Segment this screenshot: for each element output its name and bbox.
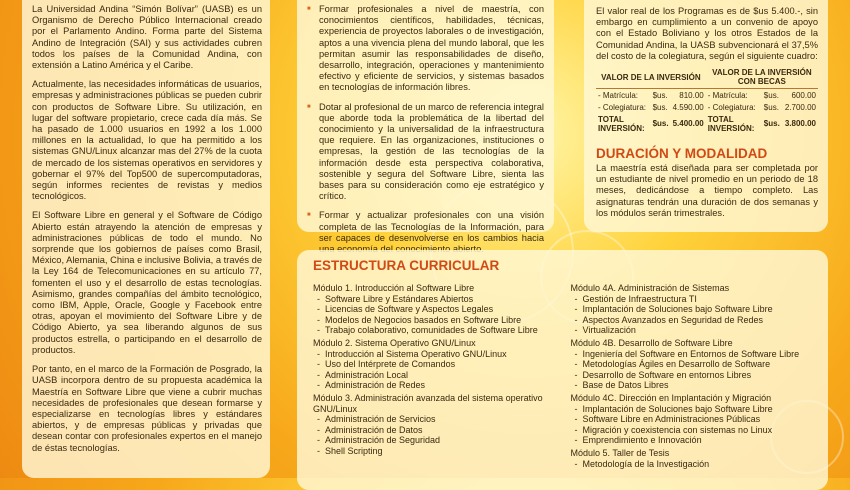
- module-title: Módulo 2. Sistema Operativo GNU/Linux: [313, 337, 476, 348]
- module-subject: - Implantación de Soluciones bajo Software Libre: [571, 304, 815, 315]
- duration-text: La maestría está diseñada para ser completada por un estudiante de nivel promedio en un periodo de 18 meses, dedicándose a tiempo completo. Las asignaturas tendrán una duración de dos semanas y los módulos serán trimestrales.: [596, 163, 818, 218]
- currency: $us.: [763, 119, 780, 129]
- module-subject: - Aspectos Avanzados en Seguridad de Redes: [571, 315, 815, 326]
- currency: $us.: [652, 90, 668, 100]
- amount: 3.800.00: [784, 119, 816, 129]
- currency: $us.: [652, 102, 668, 112]
- objectives-panel: [297, 0, 554, 243]
- intro-paragraph: Por tanto, en el marco de la Formación de Posgrado, la UASB incorpora dentro de su propuesta académica la Maestría en Software Libre que viene a cubrir muchas necesidades de profesionales que desean formarse y especializarse en tecnologías libres y estándares abiertos, y de empresas públicas y privadas que desean contar con profesionales expertos en el manejo de éstas tecnologías.: [32, 364, 262, 453]
- module-subject: - Introducción al Sistema Operativo GNU/Linux: [313, 349, 557, 360]
- module-subject: - Metodología de la Investigación: [571, 459, 815, 470]
- module-title: Módulo 5. Taller de Tesis: [570, 447, 670, 458]
- module-subject: - Administración Local: [313, 370, 557, 381]
- row-label: - Colegiatura:: [598, 102, 647, 112]
- module-subject: - Software Libre y Estándares Abiertos: [313, 294, 557, 305]
- amount: 5.400.00: [672, 119, 704, 129]
- amount: 2.700.00: [784, 102, 816, 112]
- curriculum-column-left: [313, 281, 557, 469]
- module-subject: - Ingeniería del Software en Entornos de Software Libre: [571, 349, 815, 360]
- module-subject: - Software Libre en Administraciones Públicas: [571, 414, 815, 425]
- investment-panel: [584, 0, 828, 232]
- module-subject: - Administración de Seguridad: [313, 435, 557, 446]
- table-row: [596, 113, 818, 134]
- curriculum-panel: [297, 250, 828, 490]
- row-label: TOTAL INVERSIÓN:: [707, 114, 755, 133]
- module-subject: - Migración y coexistencia con sistemas no Linux: [571, 425, 815, 436]
- module-title: Módulo 4A. Administración de Sistemas: [570, 283, 730, 293]
- investment-intro: El valor real de los Programas es de $us 5.400.-, sin embargo en cumplimiento a un convenio de apoyo con el Estado Boliviano y los otros Estados de la Comunidad Andina, la UASB subvencionará el 37,5% del costo de la colegiatura, según el siguiente cuadro:: [596, 6, 818, 61]
- investment-col2-header: VALOR DE LA INVERSIÓN CON BECAS: [706, 66, 818, 89]
- module-subject: - Administración de Datos: [313, 425, 557, 436]
- module-subject: - Trabajo colaborativo, comunidades de Software Libre: [313, 325, 557, 336]
- duration-title: DURACIÓN Y MODALIDAD: [596, 146, 768, 162]
- investment-col1-header: VALOR DE LA INVERSIÓN: [596, 66, 706, 89]
- intro-paragraph: El Software Libre en general y el Software de Código Abierto están atrayendo la atención de empresas y administraciones públicas de todo el mundo. No sorprende que los gobiernos de países como Brasil, México, Alemania, China e inclusive Bolivia, a través de la Ley 164 de Telecomunicaciones en su artículo 77, fomenten el uso y el desarrollo de estas tecnologías. Asimismo, grandes compañías del ámbito tecnológico, como IBM, Apple, Oracle, Google y Facebook entre otras, apoyan el movimiento del Software Libre y de Código Abierto, ya sea liberando algunos de sus productos estrella, o participando en el desarrollo de productos.: [32, 210, 262, 355]
- investment-table: [596, 66, 818, 134]
- module-title: Módulo 1. Introducción al Software Libre: [313, 283, 475, 293]
- intro-paragraph: La Universidad Andina “Simón Bolívar” (UASB) es un Organismo de Derecho Público Internacional creado por el Parlamento Andino. Forma parte del Sistema Andino de Integración (SAI) y sus actividades cubren todos los países de la Comunidad Andina, con extensión a Latino América y el Caribe.: [32, 4, 262, 71]
- currency: $us.: [763, 90, 779, 100]
- module-subject: - Metodologías Ágiles en Desarrollo de Software: [571, 359, 815, 370]
- amount: 600.00: [791, 90, 816, 100]
- currency: $us.: [763, 102, 779, 112]
- module-subject: - Virtualización: [571, 325, 815, 336]
- module-subject: - Desarrollo de Software en entornos Libres: [571, 370, 815, 381]
- objective-item: ■ Dotar al profesional de un marco de referencia integral que aborde toda la problemática de la libertad del conocimiento y la universalidad de la infraestructura que requiere. En las organizaciones, instituciones o empresas, la gestión de las tecnologías de la información desde esta perspectiva colaborativa, sostenible y segura del Software Libre, sienta las bases para su consideración como eje estratégico y crítico.: [307, 102, 544, 203]
- objective-item: ■ Formar y actualizar profesionales con una visión completa de las Tecnologías de la Información, para ser capaces de desenvolverse en los cambios hacia: [307, 210, 544, 255]
- module-title: Módulo 3. Administración avanzada del sistema operativo GNU/Linux: [313, 392, 543, 414]
- table-row: [596, 101, 818, 113]
- curriculum-title: ESTRUCTURA CURRICULAR: [313, 258, 500, 273]
- module-subject: - Administración de Servicios: [313, 414, 557, 425]
- amount: 4.590.00: [672, 102, 704, 112]
- module-title: Módulo 4B. Desarrollo de Software Libre: [570, 337, 733, 348]
- module-subject: - Modelos de Negocios basados en Software Libre: [313, 315, 557, 326]
- objective-item: ■ Formar profesionales a nivel de maestría, con conocimientos científicos, habilidades, técnicas, experiencia de proyectos laborales o de investigación, aptos a una vivencia plena del mundo laboral, que les permitan asumir las responsabilidades de diseño, desarrollo, integración, operaciones y mantenimiento efectivo y eficiente de servicios, y sistemas basados en tecnologías de información libres.: [307, 4, 544, 94]
- module-title: Módulo 4C. Dirección en Implantación y Migración: [570, 392, 772, 403]
- module-subject: - Gestión de Infraestructura TI: [571, 294, 815, 305]
- row-label: - Colegiatura:: [707, 102, 756, 112]
- objectives-list: [307, 4, 544, 255]
- intro-panel: [22, 0, 270, 478]
- module-subject: - Shell Scripting: [313, 446, 557, 457]
- curriculum-column-right: [571, 281, 815, 469]
- intro-paragraph: Actualmente, las necesidades informáticas de usuarios, empresas y administraciones públicas se pueden cubrir con productos de Software Libre. Su utilización, en lugar del software propietario, crece cada día más. Se ha pasado de 1.000 usuarios en 1992 a los 1.000 millones en la actualidad, lo que ha permitido a los sistemas GNU/Linux alcanzar mas del 27% de la cuota de mercado de los sistemas operativos en servidores y gobernar el 97% del Top500 de supercomputadoras, según informes recientes de revistas y medios tecnológicos.: [32, 79, 262, 202]
- row-label: - Matrícula:: [707, 90, 748, 100]
- row-label: - Matrícula:: [598, 90, 639, 100]
- module-subject: - Licencias de Software y Aspectos Legales: [313, 304, 557, 315]
- amount: 810.00: [679, 90, 704, 100]
- table-row: [596, 89, 818, 102]
- module-subject: - Base de Datos Libres: [571, 380, 815, 391]
- currency: $us.: [652, 119, 669, 129]
- module-subject: - Administración de Redes: [313, 380, 557, 391]
- module-subject: - Implantación de Soluciones bajo Software Libre: [571, 404, 815, 415]
- row-label: TOTAL INVERSIÓN:: [598, 114, 645, 133]
- module-subject: - Uso del Intérprete de Comandos: [313, 359, 557, 370]
- module-subject: - Emprendimiento e Innovación: [571, 435, 815, 446]
